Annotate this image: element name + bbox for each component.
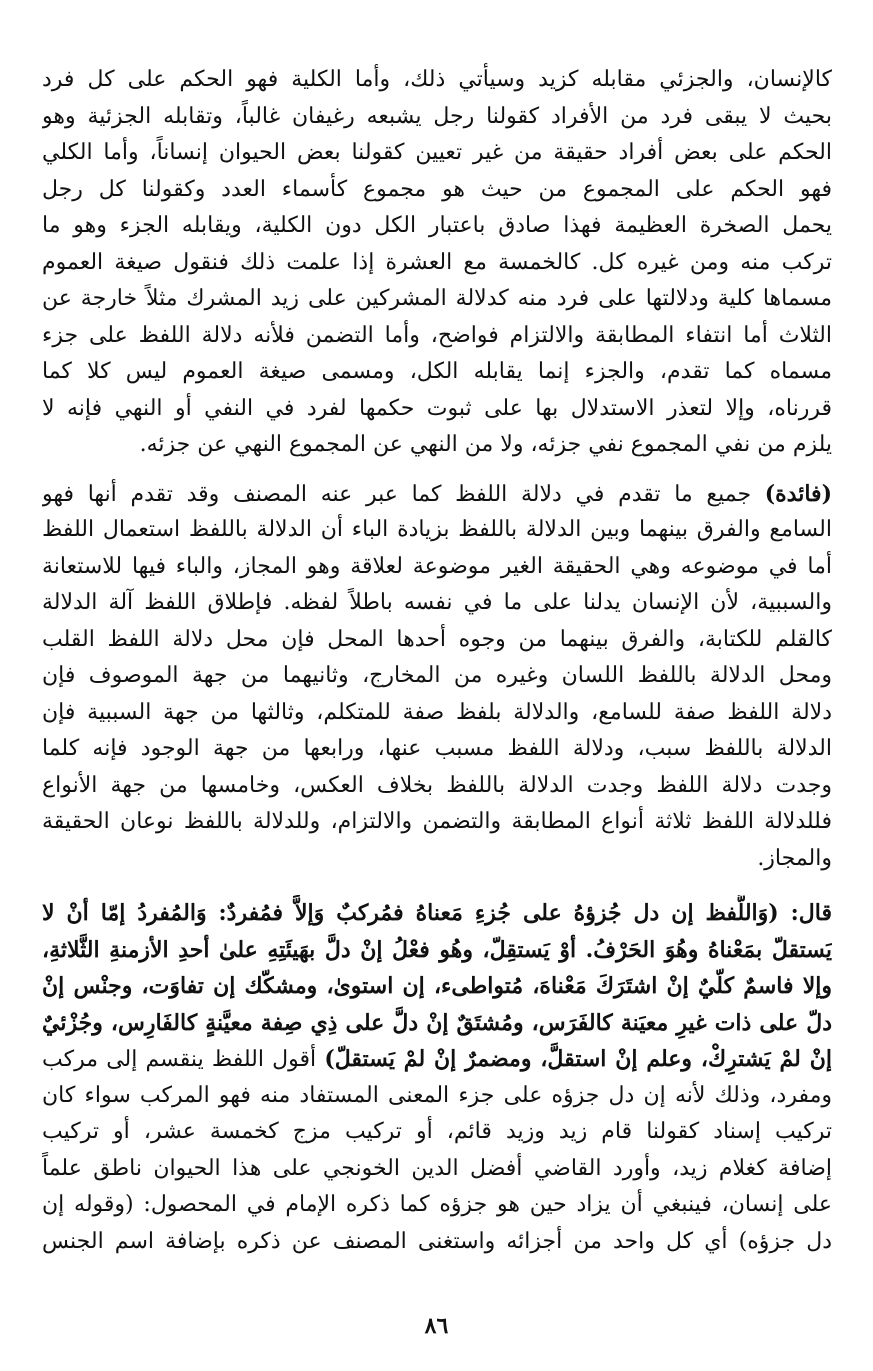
- text-line: فهو الحكم على المجموع من حيث هو مجموع كأسماء العدد وكقولنا كل رجل: [42, 176, 832, 202]
- text-line: فللدلالة اللفظ ثلاثة أنواع المطابقة والتضمن والالتزام، وللدلالة باللفظ نوعان الحقيقة: [42, 809, 832, 834]
- paragraph-3: [42, 895, 832, 1260]
- text-line: بحيث لا يبقى فرد من الأفراد كقولنا رجل يشبعه رغيفان غالباً، وتقابله الجزئية وهو: [42, 103, 832, 129]
- quoted-text-line: دلّ على ذات غيرِ معيَنة كالفَرَس، ومُشتَقٌ إنْ دلَّ على ذِي صِفة معيَّنةٍ كالفَارِس، وجُزْئيٌ: [42, 1009, 832, 1036]
- text-line: الدلالة باللفظ سبب، ودلالة اللفظ مسبب عنها، ورابعها من جهة الوجود فإنه كلما: [42, 736, 832, 761]
- quoted-text-line: يَستقلّ بمَعْناهُ وهُوَ الحَرْفُ. أوْ يَستقِلّ، وهُو فعْلُ إنْ دلَّ بهَيئَتِهِ علىٰ أحدِ الأزمنةِ الثَّلاثةِ،: [42, 936, 832, 963]
- text-line: على إنسان، فينبغي أن يزاد حين هو جزؤه كما ذكره الإمام في المحصول: (وقوله إن: [42, 1192, 832, 1217]
- text-line: إضافة كغلام زيد، وأورد القاضي أفضل الدين الخونجي على هذا الحيوان ناطق علماً: [42, 1155, 832, 1181]
- text-line: يلزم من نفي المجموع نفي جزئه، ولا من النهي عن المجموع النهي عن جزئه.: [139, 432, 832, 457]
- text-line: تركيب إسناد كقولنا قام زيد وزيد قائم، أو تركيب مزج كخمسة عشر، أو تركيب: [42, 1119, 832, 1144]
- page-number: ٨٦: [424, 1313, 449, 1339]
- paragraph-2: [42, 476, 832, 878]
- text-line: دل جزؤه) أي كل واحد من أجزائه واستغنى المصنف عن ذكره بإضافة اسم الجنس: [42, 1228, 832, 1254]
- quoted-text-line: وإلا فاسمٌ كلّيٌ إنْ اشتَرَكَ مَعْناهَ، مُتواطىء، إن استوىٰ، ومشكّك إن تفاوَت، وجنْس إنْ: [42, 973, 832, 999]
- page-body: [42, 62, 832, 1260]
- text-run: أقول اللفظ ينقسم إلى مركب: [42, 1047, 325, 1072]
- note-label: (فائدة): [764, 480, 832, 507]
- text-line: [42, 1041, 832, 1078]
- text-line: كالإنسان، والجزئي مقابله كزيد وسيأتي ذلك، وأما الكلية فهو الحكم على كل فرد: [42, 67, 832, 92]
- text-line: ومحل الدلالة باللفظ اللسان وغيره من المخارج، وثانيهما من جهة الموصوف فإن: [42, 663, 832, 688]
- text-line: مسماه كما تقدم، والجزء إنما يقابله الكل، ومسمى صيغة العموم ليس كلا كما: [42, 359, 832, 384]
- text-line: كالقلم للكتابة، والفرق بينهما من وجوه أحدها المحل فإن محل دلالة اللفظ القلب: [42, 626, 832, 652]
- text-line: السامع والفرق بينهما وبين الدلالة باللفظ بزيادة الباء أن الدلالة باللفظ استعمال اللفظ: [42, 517, 832, 542]
- quoted-text-line: قال: (وَاللَّفظ إن دل جُزؤهُ على جُزءِ مَعناهُ فمُركبٌ وَإلاَّ فمُفردٌ: وَالمُفردُ إمّا أنْ لا: [42, 900, 832, 926]
- text-run: جميع ما تقدم في دلالة اللفظ كما عبر عنه المصنف وقد تقدم أنها فهو: [42, 481, 765, 507]
- text-line: يحمل الصخرة العظيمة فهذا صادق باعتبار الكل دون الكلية، ويقابله الجزء وهو ما: [42, 213, 832, 238]
- text-line: الحكم على بعض أفراد حقيقة من غير تعيين كقولنا بعض الحيوان إنساناً، وأما الكلي: [42, 140, 832, 165]
- text-line: [42, 476, 832, 513]
- text-line: تركب منه ومن غيره كل. كالخمسة مع العشرة إذا علمت ذلك فنقول صيغة العموم: [42, 249, 832, 275]
- text-line: دلالة اللفظ صفة للسامع، والدلالة بلفظ صفة للمتكلم، وثالثها من جهة السببية فإن: [42, 699, 832, 725]
- text-line: الثلاث أما انتفاء المطابقة والالتزام فواضح، وأما التضمن فلأنه دلالة اللفظ على جزء: [42, 322, 832, 348]
- text-line: قررناه، وإلا لتعذر الاستدلال بها على ثبوت حكمها لفرد في النفي أو النهي فإنه لا: [42, 395, 832, 421]
- text-line: أما في موضوعه وهي الحقيقة الغير موضوعة لعلاقة وهو المجاز، والباء فيها للاستعانة: [42, 553, 832, 579]
- paragraph-1: [42, 62, 832, 464]
- text-line: مسماها كلية ودلالتها على فرد منه كدلالة المشركين على زيد المشرك مثلاً خارجة عن: [42, 286, 832, 311]
- text-line: وجدت دلالة اللفظ وجدت الدلالة باللفظ بخلاف العكس، وخامسها من جهة الأنواع: [42, 772, 832, 798]
- text-line: والمجاز.: [757, 845, 832, 871]
- quoted-text-run: إنْ لمْ يَشترِكْ، وعلم إنْ استقلَّ، ومضمرٌ إنْ لمْ يَستقلّ): [324, 1046, 832, 1072]
- text-line: ومفرد، وذلك لأنه إن دل جزؤه على جزء المعنى المستفاد منه فهو المركب سواء كان: [42, 1082, 832, 1108]
- text-line: والسببية، لأن الإنسان يدلنا على ما في نفسه باطلاً لفظه. فإطلاق اللفظ آلة الدلالة: [42, 590, 832, 615]
